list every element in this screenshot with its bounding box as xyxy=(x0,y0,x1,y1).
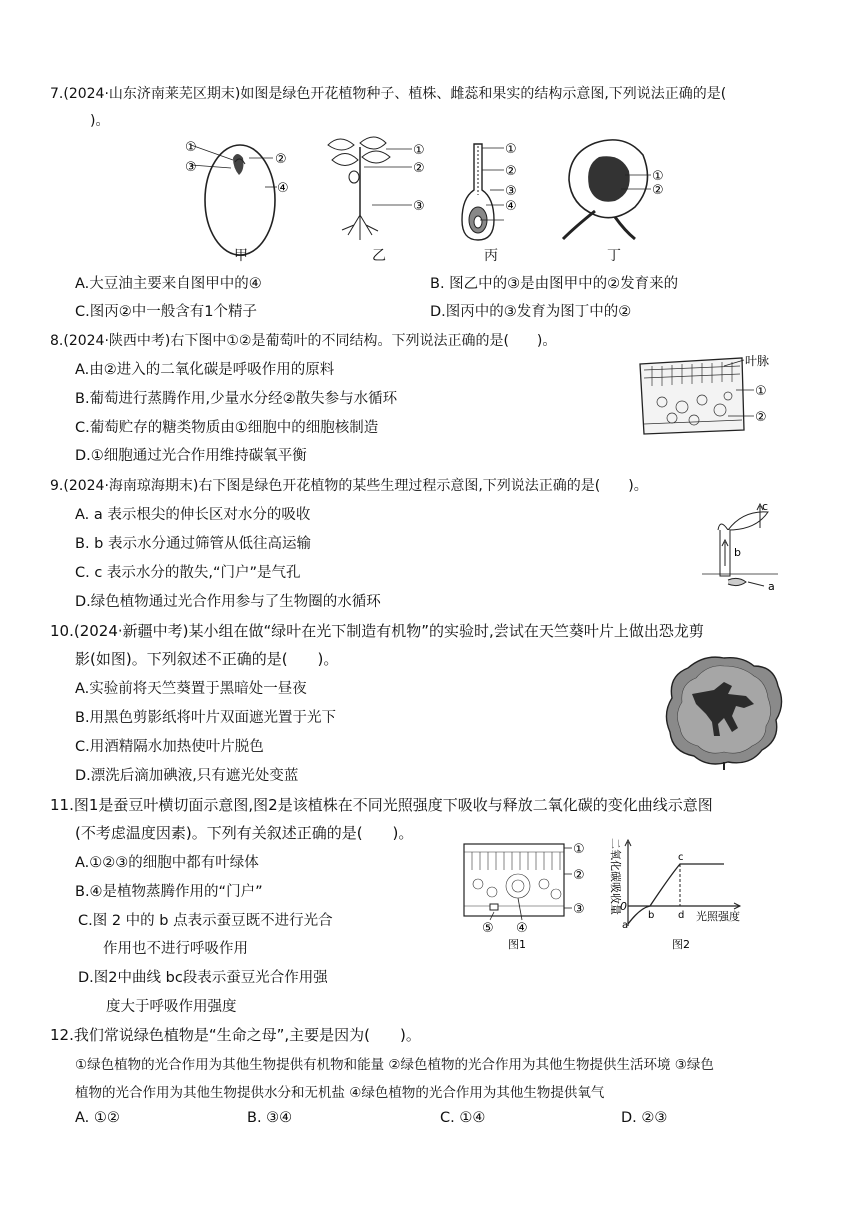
q12-desc-line2: 植物的光合作用为其他生物提供水分和无机盐 ④绿色植物的光合作用为其他生物提供氧气 xyxy=(75,1085,605,1101)
q7-stem-line1: 7.(2024·山东济南莱芜区期末)如图是绿色开花植物种子、植株、雌蕊和果实的结构示意图,下列说法正确的是( xyxy=(50,86,727,102)
co2-point-a: a xyxy=(622,920,629,931)
seed-label-3: ③ xyxy=(185,160,197,175)
plant-process-figure xyxy=(698,500,798,590)
co2-y-axis-label: 二氧化碳吸收量 xyxy=(609,838,622,915)
q8-option-a[interactable]: A.由②进入的二氧化碳是呼吸作用的原料 xyxy=(75,362,335,378)
cross-section-label-5: ⑤ xyxy=(482,921,494,936)
q12-desc-line1: ①绿色植物的光合作用为其他生物提供有机物和能量 ②绿色植物的光合作用为其他生物提供生活环境 ③绿色 xyxy=(75,1057,714,1073)
q9-option-a[interactable]: A. a 表示根尖的伸长区对水分的吸收 xyxy=(75,507,311,523)
q10-stem-line1: 10.(2024·新疆中考)某小组在做“绿叶在光下制造有机物”的实验时,尝试在天竺葵叶片上做出恐龙剪 xyxy=(50,622,704,640)
q10-option-a[interactable]: A.实验前将天竺葵置于黑暗处一昼夜 xyxy=(75,681,307,697)
fig-label-jia: 甲 xyxy=(234,248,248,264)
plant-label-2: ② xyxy=(413,161,425,176)
geranium-leaf-figure xyxy=(662,652,787,772)
co2-point-c: c xyxy=(678,852,684,863)
pistil-label-1: ① xyxy=(505,142,517,157)
co2-curve-figure xyxy=(600,836,760,952)
grape-label-1: ① xyxy=(755,384,767,399)
pistil-figure xyxy=(460,140,530,250)
grape-label-2: ② xyxy=(755,410,767,425)
cross-section-label-2: ② xyxy=(573,868,585,883)
grape-leaf-section-figure xyxy=(632,352,782,442)
figure2-caption: 图2 xyxy=(672,938,690,951)
q10-option-d[interactable]: D.漂洗后滴加碘液,只有遮光处变蓝 xyxy=(75,768,299,784)
co2-x-axis-label: 光照强度 xyxy=(696,910,740,923)
co2-point-b: b xyxy=(648,910,655,921)
q9-option-d[interactable]: D.绿色植物通过光合作用参与了生物圈的水循环 xyxy=(75,594,381,610)
q7-option-d[interactable]: D.图丙中的③发育为图丁中的② xyxy=(430,304,632,320)
q7-option-a[interactable]: A.大豆油主要来自图甲中的④ xyxy=(75,276,262,292)
q12-stem: 12.我们常说绿色植物是“生命之母”,主要是因为( )。 xyxy=(50,1026,421,1044)
fruit-label-2: ② xyxy=(652,183,664,198)
fruit-label-1: ① xyxy=(652,169,664,184)
q8-option-b[interactable]: B.葡萄进行蒸腾作用,少量水分经②散失参与水循环 xyxy=(75,391,398,407)
cross-section-label-1: ① xyxy=(573,842,585,857)
co2-origin-label: 0 xyxy=(620,900,627,913)
bean-leaf-cross-section-figure xyxy=(460,840,590,952)
fruit-figure xyxy=(555,135,675,245)
fig-label-yi: 乙 xyxy=(372,248,386,264)
q11-option-b[interactable]: B.④是植物蒸腾作用的“门户” xyxy=(75,884,263,900)
seed-label-1: ① xyxy=(185,140,197,155)
q8-stem: 8.(2024·陕西中考)右下图中①②是葡萄叶的不同结构。下列说法正确的是( )。 xyxy=(50,333,557,349)
process-label-a: a xyxy=(768,580,775,590)
pistil-label-4: ④ xyxy=(505,199,517,214)
plant-figure xyxy=(320,135,440,255)
q10-stem-line2: 影(如图)。下列叙述不正确的是( )。 xyxy=(75,650,339,668)
q9-stem: 9.(2024·海南琼海期末)右下图是绿色开花植物的某些生理过程示意图,下列说法正确的是( )。 xyxy=(50,478,648,494)
cross-section-label-4: ④ xyxy=(516,921,528,936)
q11-option-d-line2: 度大于呼吸作用强度 xyxy=(106,999,237,1015)
fig-label-bing: 丙 xyxy=(484,248,498,264)
process-label-c: c xyxy=(762,500,769,513)
pistil-label-2: ② xyxy=(505,164,517,179)
q7-stem-line2: )。 xyxy=(90,113,110,129)
plant-label-3: ③ xyxy=(413,199,425,214)
plant-label-1: ① xyxy=(413,143,425,158)
q8-option-c[interactable]: C.葡萄贮存的糖类物质由①细胞中的细胞核制造 xyxy=(75,420,379,436)
q11-option-c-line1[interactable]: C.图 2 中的 b 点表示蚕豆既不进行光合 xyxy=(78,913,333,929)
q10-option-b[interactable]: B.用黑色剪影纸将叶片双面遮光置于光下 xyxy=(75,710,337,726)
q12-option-a[interactable]: A. ①② xyxy=(75,1110,120,1126)
q7-option-b[interactable]: B. 图乙中的③是由图甲中的②发育来的 xyxy=(430,276,679,292)
process-label-b: b xyxy=(734,546,741,559)
co2-point-d: d xyxy=(678,910,685,921)
leaf-vein-label: 叶脉 xyxy=(745,354,770,368)
figure1-caption: 图1 xyxy=(508,938,526,951)
q12-option-b[interactable]: B. ③④ xyxy=(247,1110,293,1126)
q11-option-a[interactable]: A.①②③的细胞中都有叶绿体 xyxy=(75,855,259,871)
fig-label-ding: 丁 xyxy=(607,248,621,264)
q11-option-d-line1[interactable]: D.图2中曲线 bc段表示蚕豆光合作用强 xyxy=(78,970,328,986)
cross-section-label-3: ③ xyxy=(573,902,585,917)
q11-option-c-line2: 作用也不进行呼吸作用 xyxy=(103,941,248,957)
pistil-label-3: ③ xyxy=(505,184,517,199)
q10-option-c[interactable]: C.用酒精隔水加热使叶片脱色 xyxy=(75,739,264,755)
seed-label-2: ② xyxy=(275,152,287,167)
q9-option-c[interactable]: C. c 表示水分的散失,“门户”是气孔 xyxy=(75,565,301,581)
q11-stem-line2: (不考虑温度因素)。下列有关叙述正确的是( )。 xyxy=(75,824,414,842)
q7-option-c[interactable]: C.图丙②中一般含有1个精子 xyxy=(75,304,257,320)
q12-option-d[interactable]: D. ②③ xyxy=(621,1110,668,1126)
q8-option-d[interactable]: D.①细胞通过光合作用维持碳氧平衡 xyxy=(75,448,307,464)
q9-option-b[interactable]: B. b 表示水分通过筛管从低往高运输 xyxy=(75,536,311,552)
q11-stem-line1: 11.图1是蚕豆叶横切面示意图,图2是该植株在不同光照强度下吸收与释放二氧化碳的变化曲线示意图 xyxy=(50,796,713,814)
seed-label-4: ④ xyxy=(277,181,289,196)
q12-option-c[interactable]: C. ①④ xyxy=(440,1110,486,1126)
